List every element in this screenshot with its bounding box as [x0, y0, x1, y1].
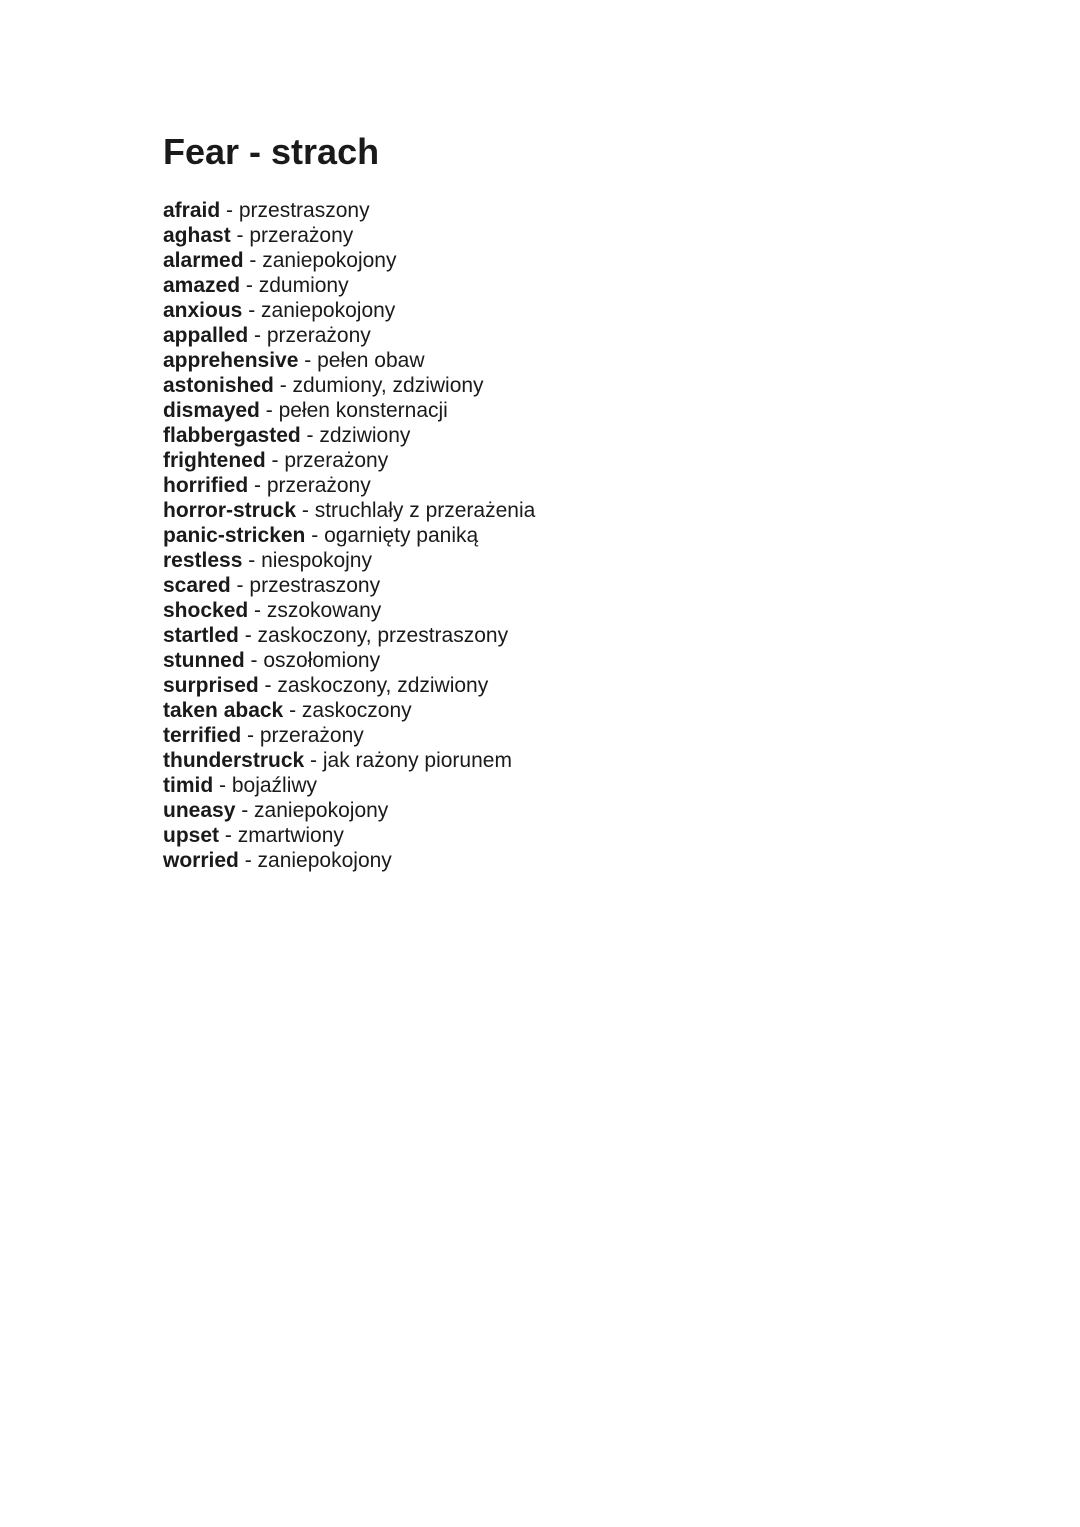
separator: - [298, 349, 318, 372]
english-word: dismayed [163, 399, 260, 422]
vocab-entry [163, 723, 863, 748]
english-word: uneasy [163, 799, 236, 822]
english-word: shocked [163, 599, 249, 622]
separator: - [230, 224, 250, 247]
polish-translation: niespokojny [261, 549, 372, 572]
separator: - [238, 849, 258, 872]
vocab-entry [163, 498, 863, 523]
separator: - [213, 774, 232, 797]
english-word: surprised [163, 674, 259, 697]
polish-translation: przerażony [249, 224, 354, 247]
vocab-entry [163, 673, 863, 698]
separator: - [243, 249, 263, 272]
vocab-entry [163, 298, 863, 323]
polish-translation: pełen konsternacji [278, 399, 448, 422]
english-word: alarmed [163, 249, 244, 272]
polish-translation: struchlały z przerażenia [314, 499, 536, 522]
polish-translation: przestraszony [249, 574, 381, 597]
separator: - [259, 399, 279, 422]
vocab-entry [163, 573, 863, 598]
english-word: upset [163, 824, 220, 847]
english-word: panic-stricken [163, 524, 306, 547]
separator: - [242, 299, 262, 322]
vocab-entry [163, 473, 863, 498]
separator: - [258, 674, 278, 697]
vocabulary-list [163, 198, 863, 873]
vocab-entry [163, 623, 863, 648]
separator: - [296, 499, 315, 522]
separator: - [305, 524, 325, 547]
polish-translation: zaniepokojony [257, 849, 392, 872]
polish-translation: ogarnięty paniką [324, 524, 479, 547]
vocab-entry [163, 198, 863, 223]
vocab-entry [163, 323, 863, 348]
polish-translation: przerażony [259, 724, 364, 747]
polish-translation: zszokowany [266, 599, 382, 622]
separator: - [248, 599, 267, 622]
vocab-entry [163, 523, 863, 548]
english-word: scared [163, 574, 231, 597]
english-word: restless [163, 549, 243, 572]
polish-translation: pełen obaw [317, 349, 425, 372]
polish-translation: przerażony [284, 449, 389, 472]
english-word: horrified [163, 474, 249, 497]
english-word: amazed [163, 274, 241, 297]
separator: - [241, 724, 260, 747]
vocab-entry [163, 598, 863, 623]
separator: - [219, 824, 238, 847]
polish-translation: bojaźliwy [231, 774, 318, 797]
vocab-entry [163, 248, 863, 273]
polish-translation: jak rażony piorunem [322, 749, 512, 772]
vocab-entry [163, 448, 863, 473]
separator: - [265, 449, 285, 472]
polish-translation: oszołomiony [263, 649, 381, 672]
vocab-entry [163, 373, 863, 398]
separator: - [244, 649, 264, 672]
english-word: taken aback [163, 699, 284, 722]
polish-translation: przerażony [266, 324, 371, 347]
polish-translation: zaniepokojony [254, 799, 389, 822]
vocab-entry [163, 773, 863, 798]
vocab-entry [163, 273, 863, 298]
polish-translation: zdumiony, zdziwiony [292, 374, 484, 397]
english-word: flabbergasted [163, 424, 301, 447]
polish-translation: przerażony [266, 474, 371, 497]
separator: - [304, 749, 323, 772]
vocab-entry [163, 223, 863, 248]
separator: - [238, 624, 258, 647]
english-word: thunderstruck [163, 749, 305, 772]
vocab-entry [163, 398, 863, 423]
separator: - [220, 199, 239, 222]
vocab-entry [163, 648, 863, 673]
polish-translation: zmartwiony [237, 824, 344, 847]
page-title: Fear - strach [163, 131, 380, 172]
vocab-entry [163, 548, 863, 573]
english-word: startled [163, 624, 239, 647]
english-word: anxious [163, 299, 243, 322]
polish-translation: zaskoczony, zdziwiony [277, 674, 489, 697]
english-word: horror-struck [163, 499, 297, 522]
vocab-entry [163, 748, 863, 773]
vocab-entry [163, 423, 863, 448]
polish-translation: zaniepokojony [261, 299, 396, 322]
vocab-entry [163, 823, 863, 848]
english-word: timid [163, 774, 214, 797]
separator: - [242, 549, 262, 572]
polish-translation: zaskoczony, przestraszony [257, 624, 509, 647]
polish-translation: zdumiony [258, 274, 349, 297]
separator: - [273, 374, 293, 397]
separator: - [235, 799, 255, 822]
english-word: frightened [163, 449, 266, 472]
english-word: aghast [163, 224, 231, 247]
polish-translation: zdziwiony [319, 424, 411, 447]
polish-translation: zaskoczony [301, 699, 412, 722]
polish-translation: przestraszony [238, 199, 370, 222]
vocab-entry [163, 848, 863, 873]
english-word: worried [163, 849, 239, 872]
separator: - [248, 324, 267, 347]
separator: - [300, 424, 320, 447]
english-word: stunned [163, 649, 245, 672]
separator: - [240, 274, 259, 297]
english-word: afraid [163, 199, 221, 222]
vocab-entry [163, 798, 863, 823]
separator: - [230, 574, 250, 597]
english-word: terrified [163, 724, 242, 747]
separator: - [248, 474, 267, 497]
vocab-entry [163, 348, 863, 373]
english-word: apprehensive [163, 349, 299, 372]
english-word: appalled [163, 324, 249, 347]
english-word: astonished [163, 374, 274, 397]
polish-translation: zaniepokojony [262, 249, 397, 272]
separator: - [283, 699, 302, 722]
vocab-entry [163, 698, 863, 723]
